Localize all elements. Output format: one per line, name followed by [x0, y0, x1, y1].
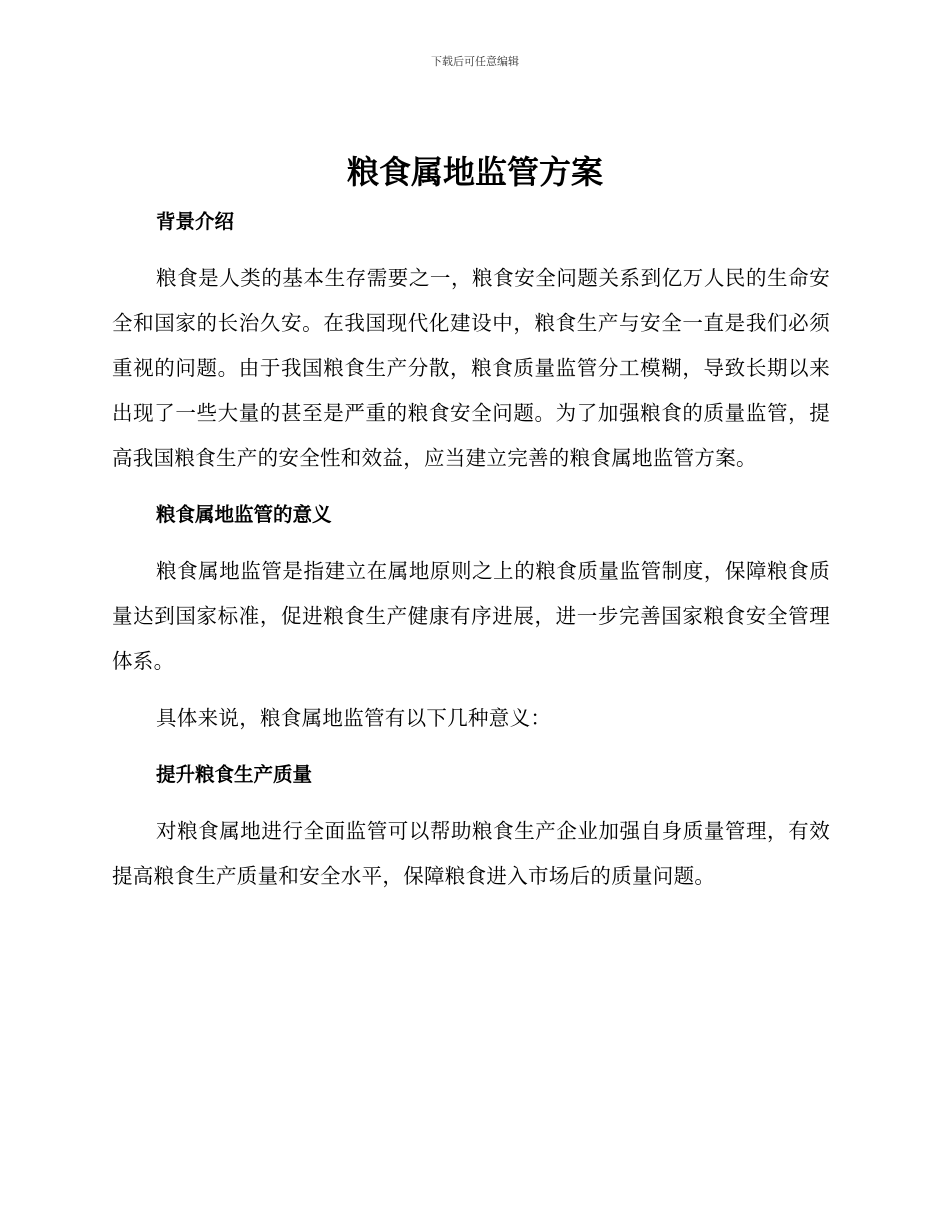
paragraph: 粮食属地监管是指建立在属地原则之上的粮食质量监管制度，保障粮食质量达到国家标准，促进粮食生产健康有序进展，进一步完善国家粮食安全管理体系。	[112, 559, 830, 673]
section-heading: 背景介绍	[156, 210, 235, 233]
section-heading: 粮食属地监管的意义	[156, 503, 332, 526]
paragraph: 对粮食属地进行全面监管可以帮助粮食生产企业加强自身质量管理，有效提高粮食生产质量和安全水平，保障粮食进入市场后的质量问题。	[112, 819, 830, 888]
section-background	[112, 200, 830, 481]
header-note: 下载后可任意编辑	[431, 55, 519, 68]
paragraph: 具体来说，粮食属地监管有以下几种意义：	[156, 706, 552, 730]
section-heading: 提升粮食生产质量	[156, 763, 313, 786]
section-significance	[112, 493, 830, 741]
document-body	[112, 200, 830, 899]
section-quality	[112, 753, 830, 899]
paragraph: 粮食是人类的基本生存需要之一，粮食安全问题关系到亿万人民的生命安全和国家的长治久安。在我国现代化建设中，粮食生产与安全一直是我们必须重视的问题。由于我国粮食生产分散，粮食质量监管分工模糊，导致长期以来出现了一些大量的甚至是严重的粮食安全问题。为了加强粮食的质量监管，提高我国粮食生产的安全性和效益，应当建立完善的粮食属地监管方案。	[112, 266, 830, 470]
document-title: 粮食属地监管方案	[346, 153, 603, 191]
